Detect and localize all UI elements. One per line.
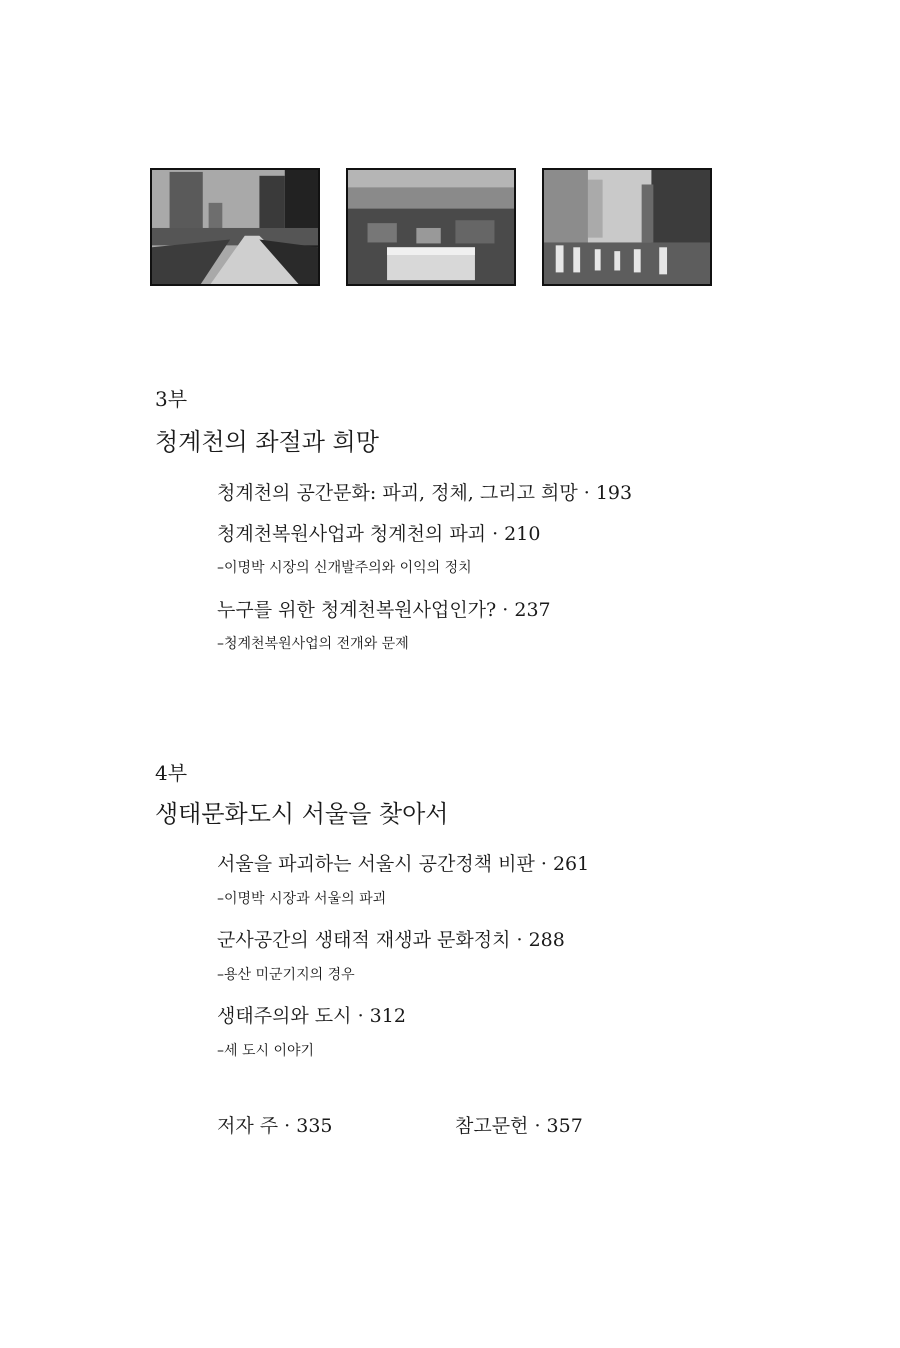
toc-entry[interactable]: 생태주의와 도시 · 312	[217, 1005, 406, 1027]
toc-entry[interactable]: 청계천복원사업과 청계천의 파괴 · 210	[217, 523, 541, 545]
part-3-title: 청계천의 좌절과 희망	[155, 428, 379, 456]
toc-notes[interactable]: 저자 주 · 335	[217, 1115, 333, 1137]
toc-entry[interactable]: 서울을 파괴하는 서울시 공간정책 비판 · 261	[217, 853, 590, 875]
toc-entry-subtitle: –용산 미군기지의 경우	[217, 967, 355, 983]
toc-references[interactable]: 참고문헌 · 357	[455, 1115, 583, 1137]
toc-entry-subtitle: –청계천복원사업의 전개와 문제	[217, 636, 409, 652]
toc-entry[interactable]: 누구를 위한 청계천복원사업인가? · 237	[217, 599, 551, 621]
toc-entry[interactable]: 청계천의 공간문화: 파괴, 정체, 그리고 희망 · 193	[217, 482, 633, 504]
photo-city-rooftops	[346, 168, 516, 286]
photo-crowded-street	[542, 168, 712, 286]
toc-entry-subtitle: –세 도시 이야기	[217, 1043, 315, 1059]
photo-stream-canal	[150, 168, 320, 286]
part-4-title: 생태문화도시 서울을 찾아서	[155, 800, 449, 828]
toc-entry[interactable]: 군사공간의 생태적 재생과 문화정치 · 288	[217, 929, 565, 951]
toc-entry-subtitle: –이명박 시장과 서울의 파괴	[217, 891, 387, 907]
toc-entry-subtitle: –이명박 시장의 신개발주의와 이익의 정치	[217, 560, 472, 576]
part-3-number: 3부	[155, 387, 188, 411]
part-4-number: 4부	[155, 761, 188, 785]
